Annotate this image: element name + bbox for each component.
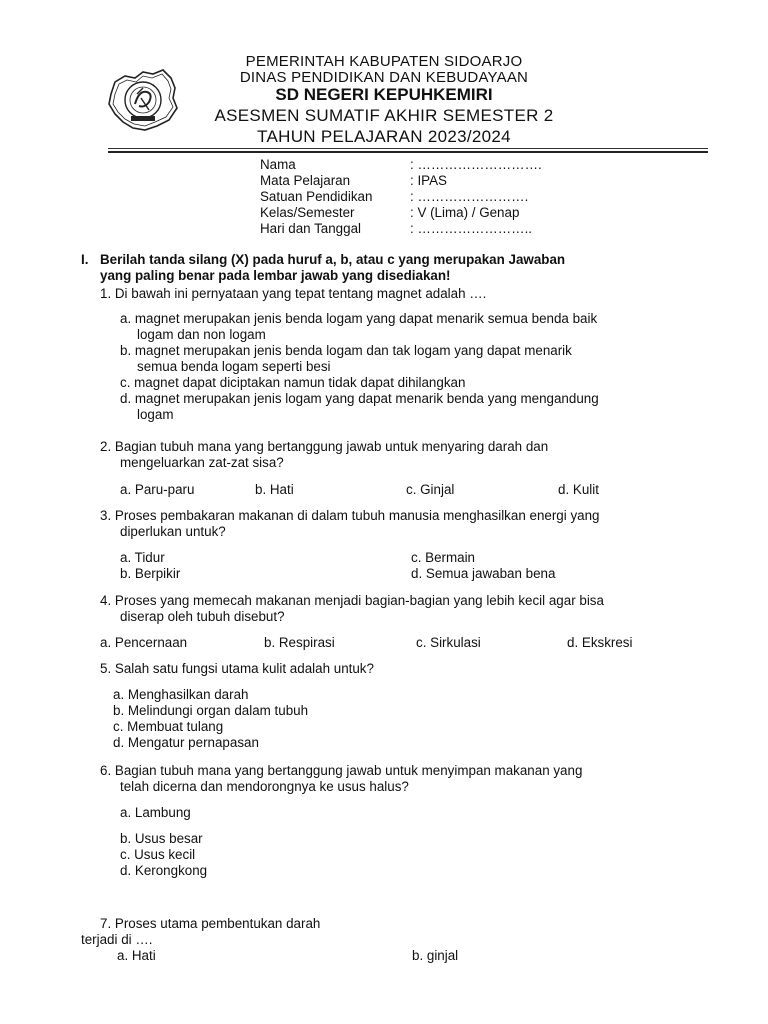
question-7-option-a: a. Hati xyxy=(117,948,156,963)
question-3-option-a: a. Tidur xyxy=(120,550,165,565)
identity-value-date: : …………………….. xyxy=(410,221,533,236)
header-divider-thin xyxy=(108,148,708,149)
question-1-option-b: b. magnet merupakan jenis benda logam dan tak logam yang dapat menarik xyxy=(120,343,572,358)
question-3-option-d: d. Semua jawaban bena xyxy=(411,566,556,581)
section-number: I. xyxy=(81,252,89,267)
identity-label-class: Kelas/Semester xyxy=(260,205,355,220)
question-5-option-c: c. Membuat tulang xyxy=(113,719,224,734)
question-7-option-b: b. ginjal xyxy=(412,948,459,963)
section-instruction-line2: yang paling benar pada lembar jawab yang disediakan! xyxy=(100,268,451,283)
question-3-text: 3. Proses pembakaran makanan di dalam tubuh manusia menghasilkan energi yang xyxy=(100,508,600,523)
question-4-text: 4. Proses yang memecah makanan menjadi bagian-bagian yang lebih kecil agar bisa xyxy=(100,593,604,608)
question-4-option-b: b. Respirasi xyxy=(264,635,335,650)
question-5-option-b: b. Melindungi organ dalam tubuh xyxy=(113,703,309,718)
identity-value-name: : ………………………. xyxy=(410,157,542,172)
question-2-text-cont: mengeluarkan zat-zat sisa? xyxy=(120,455,284,470)
question-1-option-d: d. magnet merupakan jenis logam yang dapat menarik benda yang mengandung xyxy=(120,391,599,406)
header-exam-title: ASESMEN SUMATIF AKHIR SEMESTER 2 xyxy=(214,106,554,125)
question-4-option-c: c. Sirkulasi xyxy=(416,635,481,650)
question-6-option-b: b. Usus besar xyxy=(120,831,203,846)
header-academic-year: TAHUN PELAJARAN 2023/2024 xyxy=(257,127,511,146)
question-1-option-a: a. magnet merupakan jenis benda logam yang dapat menarik semua benda baik xyxy=(120,311,598,326)
question-6-option-d: d. Kerongkong xyxy=(120,863,208,878)
question-1-option-a-cont: logam dan non logam xyxy=(137,327,266,342)
identity-value-unit: : ……………………. xyxy=(410,189,529,204)
question-5-option-d: d. Mengatur pernapasan xyxy=(113,735,259,750)
question-7-text: 7. Proses utama pembentukan darah xyxy=(100,916,321,931)
question-6-option-a: a. Lambung xyxy=(120,805,191,820)
question-2-option-d: d. Kulit xyxy=(558,482,599,497)
header-school-name: SD NEGERI KEPUHKEMIRI xyxy=(275,85,493,104)
question-3-option-c: c. Bermain xyxy=(411,550,475,565)
question-1-option-c: c. magnet dapat diciptakan namun tidak dapat dihilangkan xyxy=(120,375,466,390)
question-3-text-cont: diperlukan untuk? xyxy=(120,524,226,539)
identity-label-name: Nama xyxy=(260,157,296,172)
identity-label-subject: Mata Pelajaran xyxy=(260,173,351,188)
question-7-text-cont: terjadi di …. xyxy=(81,932,153,947)
identity-value-subject: : IPAS xyxy=(410,173,447,188)
header-divider-thick xyxy=(108,151,708,153)
question-1-option-b-cont: semua benda logam seperti besi xyxy=(137,359,331,374)
identity-value-class: : V (Lima) / Genap xyxy=(410,205,520,220)
question-4-option-a: a. Pencernaan xyxy=(100,635,188,650)
question-2-option-c: c. Ginjal xyxy=(406,482,455,497)
identity-label-date: Hari dan Tanggal xyxy=(260,221,361,236)
question-2-option-a: a. Paru-paru xyxy=(120,482,195,497)
question-3-option-b: b. Berpikir xyxy=(120,566,181,581)
question-4-text-cont: diserap oleh tubuh disebut? xyxy=(120,609,285,624)
identity-label-unit: Satuan Pendidikan xyxy=(260,189,373,204)
question-6-text-cont: telah dicerna dan mendorongnya ke usus halus? xyxy=(120,779,409,794)
question-5-text: 5. Salah satu fungsi utama kulit adalah untuk? xyxy=(100,661,374,676)
question-1-text: 1. Di bawah ini pernyataan yang tepat tentang magnet adalah …. xyxy=(100,286,487,301)
header-department: DINAS PENDIDIKAN DAN KEBUDAYAAN xyxy=(239,69,529,86)
question-2-option-b: b. Hati xyxy=(255,482,294,497)
question-5-option-a: a. Menghasilkan darah xyxy=(113,687,249,702)
question-2-text: 2. Bagian tubuh mana yang bertanggung jawab untuk menyaring darah dan xyxy=(100,439,549,454)
header-government: PEMERINTAH KABUPATEN SIDOARJO xyxy=(245,53,523,70)
question-1-option-d-cont: logam xyxy=(137,407,174,422)
question-6-text: 6. Bagian tubuh mana yang bertanggung jawab untuk menyimpan makanan yang xyxy=(100,763,583,778)
question-6-option-c: c. Usus kecil xyxy=(120,847,196,862)
question-4-option-d: d. Ekskresi xyxy=(567,635,633,650)
section-instruction-line1: Berilah tanda silang (X) pada huruf a, b, atau c yang merupakan Jawaban xyxy=(100,252,566,267)
